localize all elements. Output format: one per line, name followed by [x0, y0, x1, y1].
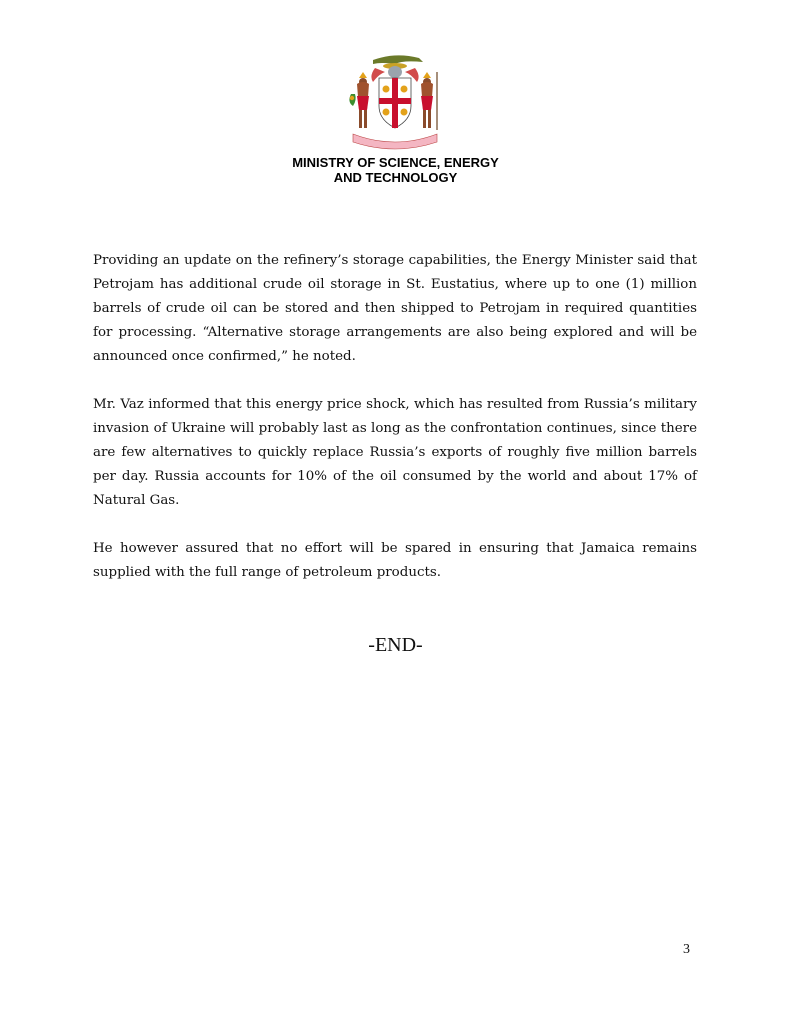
- ministry-name-line-1: MINISTRY OF SCIENCE, ENERGY: [292, 155, 499, 170]
- ministry-name-line-2: AND TECHNOLOGY: [333, 170, 458, 185]
- paragraph-supply-assurance: He however assured that no effort will be spared in ensuring that Jamaica remains supplied with the full range of petroleum products.: [93, 541, 697, 580]
- jamaica-coat-of-arms-icon: [343, 50, 447, 154]
- page-number: 3: [683, 942, 690, 957]
- end-marker: -END-: [368, 634, 423, 656]
- paragraph-price-shock: Mr. Vaz informed that this energy price shock, which has resulted from Russia’s military invasion of Ukraine will probably last as long as the confrontation continues, since there are few alternatives to quickly replace Russia’s exports of roughly five million barrels per day. Russia accounts for 10% of the oil consumed by the world and about 17% of Natural Gas.: [93, 397, 697, 508]
- press-release-body: [93, 249, 697, 609]
- ministry-name: [0, 155, 791, 185]
- paragraph-storage-update: Providing an update on the refinery’s storage capabilities, the Energy Minister said that Petrojam has additional crude oil storage in St. Eustatius, where up to one (1) million barrels of crude oil can be stored and then shipped to Petrojam in required quantities for processing. “Alternative storage arrangements are also being explored and will be announced once confirmed,” he noted.: [93, 253, 697, 364]
